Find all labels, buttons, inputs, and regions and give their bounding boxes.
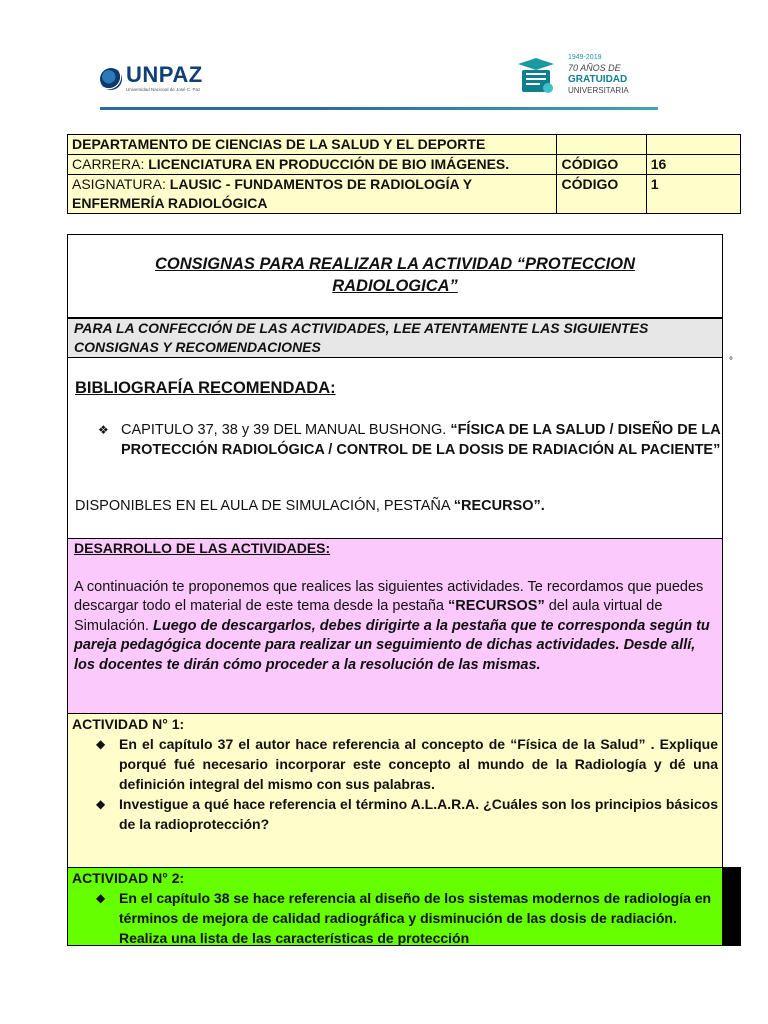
resources-tab-name: “RECURSOS”	[448, 598, 545, 614]
page-title: CONSIGNAS PARA REALIZAR LA ACTIVIDAD “PROTECCION RADIOLOGICA”	[154, 255, 636, 295]
anniversary-logo	[512, 50, 629, 98]
title-section	[67, 234, 723, 318]
activity-2-list	[96, 888, 718, 948]
bibliography-text	[121, 420, 721, 460]
list-item	[96, 734, 718, 794]
table-row	[68, 175, 741, 214]
activity-1-item-text: En el capítulo 37 el autor hace referencia al concepto de “Física de la Salud” . Explique porqué fué necesario incorporar este concepto al mundo de la Radiología y dé una definición integral del mismo con sus palabras.	[119, 736, 718, 792]
table-row	[68, 155, 741, 175]
header-divider	[100, 107, 658, 110]
degree-mark: °	[729, 356, 733, 367]
book-emblem-icon	[512, 50, 560, 98]
diamond-bullet-icon: ◆	[96, 797, 106, 811]
black-margin-strip	[723, 867, 741, 946]
development-text: del aula virtual de Simulación.	[74, 598, 663, 634]
development-instructions: Luego de descargarlos, debes dirigirte a la pestaña que te corresponda según tu pareja pedagógica docente para realizar un seguimiento de dichas actividades. Desde allí, los docentes te dirán cómo proceder a la resolución de las mismas.	[74, 617, 710, 673]
development-body	[74, 578, 716, 676]
availability-note	[75, 498, 545, 514]
anniversary-70: 70 AÑOS DE	[568, 63, 621, 73]
subject-value: LAUSIC - FUNDAMENTOS DE RADIOLOGÍA Y ENFERMERÍA RADIOLÓGICA	[72, 176, 472, 211]
development-text: A continuación te proponemos que realices las siguientes actividades. Te recordamos que puedes descargar todo el material de este tema desde la pestaña	[74, 578, 704, 614]
unpaz-logo	[100, 64, 203, 93]
list-item	[96, 794, 718, 834]
resource-tab-name: “RECURSO”.	[453, 498, 545, 514]
development-title: DESARROLLO DE LAS ACTIVIDADES:	[74, 540, 331, 556]
activity-1-section	[67, 713, 723, 868]
list-item	[96, 888, 718, 948]
activity-2-item-text: En el capítulo 38 se hace referencia al diseño de los sistemas modernos de radiología en términos de mejora de calidad radiográfica y disminución de las dosis de radiación. Realiza una lista de las características de protección	[119, 890, 712, 946]
availability-text: DISPONIBLES EN EL AULA DE SIMULACIÓN, PESTAÑA	[75, 498, 454, 514]
page-header	[0, 0, 768, 120]
activity-1-item-text: Investigue a qué hace referencia el término A.L.A.R.A. ¿Cuáles son los principios básicos de la radioprotección?	[119, 796, 718, 832]
anniversary-gratuidad: GRATUIDAD	[568, 74, 628, 85]
activity-2-section	[67, 867, 723, 946]
code-label: CÓDIGO	[557, 155, 646, 175]
bullet-icon: ❖	[98, 423, 109, 437]
subject-cell	[68, 175, 557, 214]
anniversary-years: 1949-2019	[568, 54, 602, 61]
activity-1-list	[96, 734, 718, 834]
code-label: CÓDIGO	[557, 175, 646, 214]
anniversary-universitaria: UNIVERSITARIA	[568, 86, 629, 95]
bibliography-topics: “FÍSICA DE LA SALUD / DISEÑO DE LA PROTECCIÓN RADIOLÓGICA / CONTROL DE LA DOSIS DE RADIACIÓN AL PACIENTE”	[121, 422, 721, 458]
career-label: CARRERA:	[72, 156, 149, 172]
unpaz-wordmark: UNPAZ	[126, 62, 203, 87]
activity-2-title: ACTIVIDAD N° 2:	[72, 870, 185, 886]
diamond-bullet-icon: ◆	[96, 891, 106, 905]
code-value: 16	[646, 155, 740, 175]
instructions-banner: PARA LA CONFECCIÓN DE LAS ACTIVIDADES, LEE ATENTAMENTE LAS SIGUIENTES CONSIGNAS Y RECOMENDACIONES	[67, 318, 723, 358]
department-cell: DEPARTAMENTO DE CIENCIAS DE LA SALUD Y EL DEPORTE	[68, 135, 557, 155]
subject-label: ASIGNATURA:	[72, 176, 170, 192]
activities-development-section	[67, 538, 723, 714]
course-info-table	[67, 134, 741, 214]
bibliography-section	[67, 357, 723, 539]
code-value: 1	[646, 175, 740, 214]
career-value: LICENCIATURA EN PRODUCCIÓN DE BIO IMÁGENES.	[148, 156, 510, 172]
unpaz-subtitle: Universidad Nacional de José C. Paz	[126, 87, 201, 92]
bibliography-title: BIBLIOGRAFÍA RECOMENDADA:	[75, 379, 336, 397]
empty-cell	[646, 135, 740, 155]
unpaz-emblem-icon	[100, 68, 122, 90]
career-cell	[68, 155, 557, 175]
bibliography-chapters: CAPITULO 37, 38 y 39 DEL MANUAL BUSHONG.	[121, 422, 451, 438]
empty-cell	[557, 135, 646, 155]
table-row	[68, 135, 741, 155]
diamond-bullet-icon: ◆	[96, 737, 106, 751]
activity-1-title: ACTIVIDAD N° 1:	[72, 716, 185, 732]
